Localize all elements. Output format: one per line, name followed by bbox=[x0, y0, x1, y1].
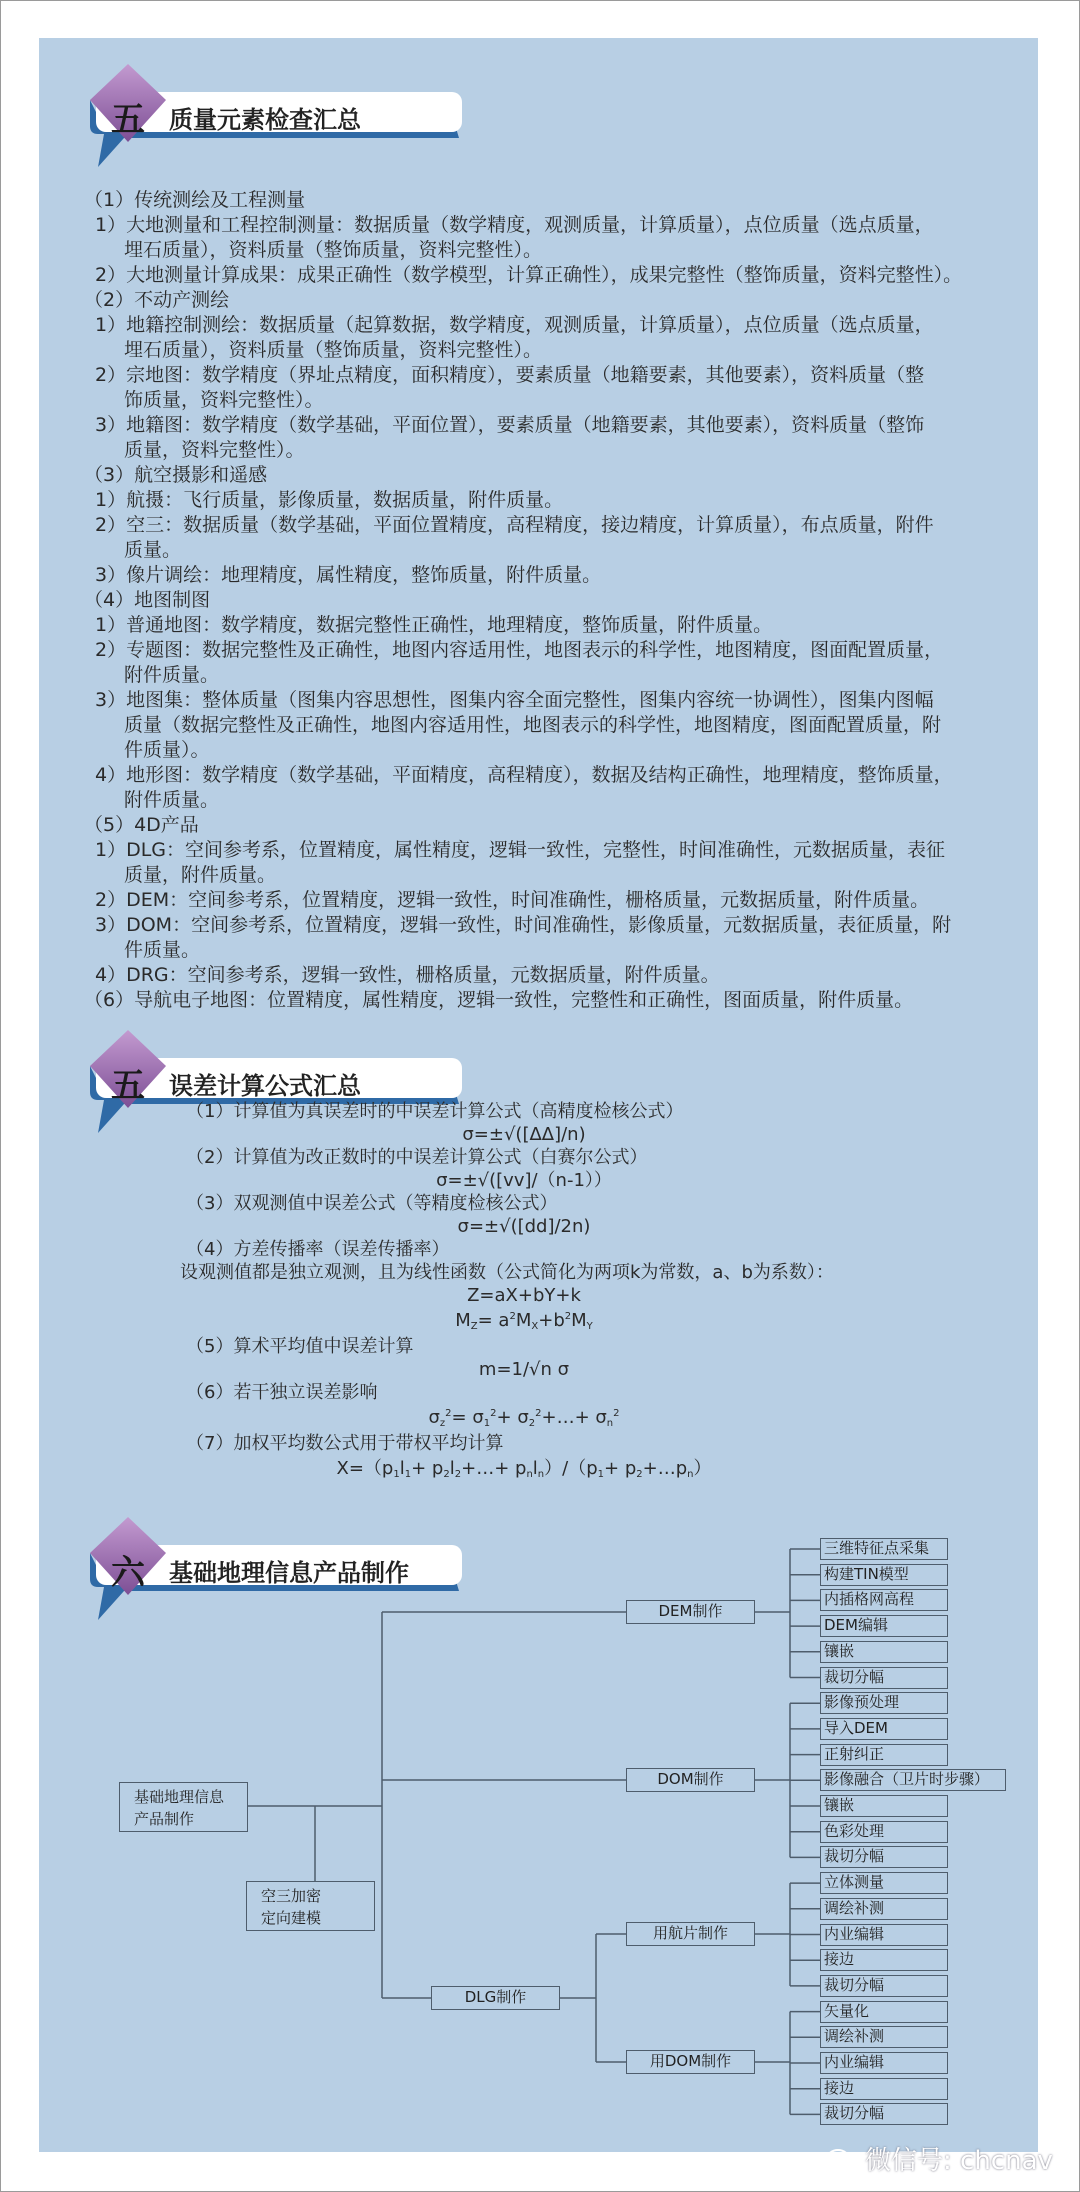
wechat-icon bbox=[825, 2147, 859, 2177]
formula-part: 2 bbox=[564, 1311, 572, 1322]
quality-item-line: 2）大地测量计算成果：成果正确性（数学模型，计算正确性），成果完整性（整饰质量，资料完整性）。 bbox=[95, 264, 963, 286]
node-aerial-triangulation bbox=[246, 1881, 375, 1931]
quality-item-line: 2）DEM：空间参考系，位置精度，逻辑一致性，时间准确性，栅格质量，元数据质量，附件质量。 bbox=[95, 889, 930, 911]
category-heading: （4）地图制图 bbox=[84, 589, 211, 611]
process-step: 内插格网高程 bbox=[820, 1589, 948, 1611]
quality-item-line: 质量，附件质量。 bbox=[124, 864, 277, 886]
formula-part: 2 bbox=[613, 1408, 620, 1419]
formula-part: 1 bbox=[404, 1469, 412, 1480]
formula-part: + p bbox=[411, 1458, 444, 1479]
quality-item-line: 质量（数据完整性及正确性，地图内容适用性，地图表示的科学性，地图精度，图面配置质量，附 bbox=[124, 714, 942, 736]
category-heading: （5）4D产品 bbox=[84, 814, 199, 836]
process-step: 影像预处理 bbox=[820, 1692, 948, 1714]
formula-part: 2 bbox=[490, 1408, 497, 1419]
quality-item-line: 1）航摄：飞行质量，影像质量，数据质量，附件质量。 bbox=[95, 489, 564, 511]
category-heading: （6）导航电子地图：位置精度，属性精度，逻辑一致性，完整性和正确性，图面质量，附件质量。 bbox=[84, 989, 914, 1011]
node-root bbox=[119, 1782, 248, 1832]
formula-part: 2 bbox=[445, 1408, 452, 1419]
node-dom: DOM制作 bbox=[626, 1768, 755, 1792]
node-dlg-aerial: 用航片制作 bbox=[626, 1922, 755, 1946]
formula-part: = a bbox=[477, 1310, 510, 1331]
node-dlg: DLG制作 bbox=[431, 1986, 560, 2010]
process-step: 导入DEM bbox=[820, 1718, 948, 1740]
quality-item-line: 饰质量，资料完整性）。 bbox=[124, 389, 324, 411]
process-step: 调绘补测 bbox=[820, 2026, 948, 2048]
formula-part: 2 bbox=[636, 1469, 643, 1480]
quality-item-line: 4）DRG：空间参考系，逻辑一致性，栅格质量，元数据质量，附件质量。 bbox=[95, 964, 720, 986]
formula-part: 2 bbox=[509, 1311, 516, 1322]
formula-heading: （1）计算值为真误差时的中误差计算公式（高精度检核公式） bbox=[186, 1101, 684, 1122]
quality-item-line: 埋石质量），资料质量（整饰质量，资料完整性）。 bbox=[124, 339, 543, 361]
quality-item-line: 3）DOM：空间参考系，位置精度，逻辑一致性，时间准确性，影像质量，元数据质量，表征质量，附 bbox=[95, 914, 952, 936]
formula-part: l bbox=[449, 1458, 455, 1479]
formula-part: σ bbox=[428, 1407, 440, 1428]
formula-part: 1 bbox=[483, 1418, 491, 1429]
process-step: 接边 bbox=[820, 2078, 948, 2100]
process-step: 影像融合（卫片时步骤） bbox=[820, 1769, 1006, 1791]
formula-part: σ=±√([ΔΔ]/n) bbox=[462, 1124, 586, 1145]
formula-heading: （7）加权平均数公式用于带权平均计算 bbox=[186, 1433, 504, 1454]
process-step: 内业编辑 bbox=[820, 1924, 948, 1946]
section-number: 六 bbox=[111, 1553, 145, 1593]
quality-item-line: 附件质量。 bbox=[124, 789, 220, 811]
formula-part: l bbox=[532, 1458, 538, 1479]
formula-part: σ=±√([vv]/（n-1）） bbox=[436, 1170, 612, 1191]
process-step: 三维特征点采集 bbox=[820, 1538, 948, 1560]
quality-item-line: 3）像片调绘：地理精度，属性精度，整饰质量，附件质量。 bbox=[95, 564, 602, 586]
formula-heading: （5）算术平均值中误差计算 bbox=[186, 1336, 414, 1357]
formula-part: σ=±√([dd]/2n) bbox=[457, 1216, 591, 1237]
formula-part: z bbox=[439, 1418, 446, 1429]
formula-part: +…+ p bbox=[461, 1458, 527, 1479]
formula-part: 2 bbox=[528, 1418, 536, 1429]
node-label: 产品制作 bbox=[134, 1810, 195, 1828]
quality-item-line: 3）地籍图：数学精度（数学基础，平面位置），要素质量（地籍要素，其他要素），资料质量（整饰 bbox=[95, 414, 925, 436]
quality-item-line: 3）地图集：整体质量（图集内容思想性，图集内容全面完整性，图集内容统一协调性），图集内图幅 bbox=[95, 689, 934, 711]
formula-part: m=1/√n σ bbox=[478, 1359, 570, 1380]
formula-part: +…+ σ bbox=[541, 1407, 607, 1428]
quality-item-line: 2）宗地图：数学精度（界址点精度，面积精度），要素质量（地籍要素，其他要素），资料质量（整 bbox=[95, 364, 925, 386]
section-number: 五 bbox=[111, 100, 145, 140]
process-step: 正射纠正 bbox=[820, 1744, 948, 1766]
section-title: 质量元素检查汇总 bbox=[169, 106, 361, 134]
quality-item-line: 1）地籍控制测绘：数据质量（起算数据，数学精度，观测质量，计算质量），点位质量（选点质量， bbox=[95, 314, 934, 336]
formula-heading: （2）计算值为改正数时的中误差计算公式（白赛尔公式） bbox=[186, 1147, 648, 1168]
formula-part: 2 bbox=[454, 1469, 462, 1480]
formula-part: ）/（p bbox=[544, 1458, 598, 1479]
section-title: 基础地理信息产品制作 bbox=[169, 1559, 409, 1587]
quality-item-line: 2）专题图：数据完整性及正确性，地图内容适用性，地图表示的科学性，地图精度，图面配置质量， bbox=[95, 639, 944, 661]
formula-part: n bbox=[526, 1469, 533, 1480]
formula-part: n bbox=[687, 1469, 694, 1480]
formula-part: n bbox=[606, 1418, 614, 1429]
node-dem: DEM制作 bbox=[626, 1600, 755, 1624]
process-step: 立体测量 bbox=[820, 1872, 948, 1894]
formula-part: 1 bbox=[597, 1469, 605, 1480]
formula-part: M bbox=[455, 1310, 471, 1331]
process-step: 内业编辑 bbox=[820, 2052, 948, 2074]
node-label: 定向建模 bbox=[261, 1909, 322, 1927]
process-step: 色彩处理 bbox=[820, 1821, 948, 1843]
process-step: 裁切分幅 bbox=[820, 1975, 948, 1997]
formula-heading: （6）若干独立误差影响 bbox=[186, 1382, 378, 1403]
process-step: 裁切分幅 bbox=[820, 1846, 948, 1868]
category-heading: （2）不动产测绘 bbox=[84, 289, 230, 311]
formula-part: X=（p bbox=[336, 1458, 394, 1479]
quality-item-line: 质量。 bbox=[124, 539, 182, 561]
formula-part: + p bbox=[604, 1458, 637, 1479]
formula-part: = σ bbox=[451, 1407, 484, 1428]
node-label: 空三加密 bbox=[261, 1887, 322, 1905]
quality-item-line: 件质量。 bbox=[124, 939, 201, 961]
formula-part: 1 bbox=[393, 1469, 400, 1480]
category-heading: （1）传统测绘及工程测量 bbox=[84, 189, 306, 211]
formula-part: + σ bbox=[496, 1407, 529, 1428]
quality-item-line: 2）空三：数据质量（数学基础，平面位置精度，高程精度，接边精度，计算质量），布点质量，附件 bbox=[95, 514, 934, 536]
formula-part: Y bbox=[586, 1321, 593, 1332]
formula-part: Z=aX+bY+k bbox=[467, 1285, 581, 1306]
watermark-text: 微信号: chcnav bbox=[865, 2146, 1053, 2176]
node-label: 基础地理信息 bbox=[134, 1788, 225, 1806]
formula-part: n bbox=[537, 1469, 545, 1480]
quality-item-line: 4）地形图：数学精度（数学基础，平面精度，高程精度），数据及结构正确性，地理精度，整饰质量， bbox=[95, 764, 953, 786]
formula-part: Z bbox=[470, 1321, 478, 1332]
formula-part: 2 bbox=[443, 1469, 450, 1480]
quality-item-line: 1）大地测量和工程控制测量：数据质量（数学精度，观测质量，计算质量），点位质量（选点质量， bbox=[95, 214, 934, 236]
formula-part: 2 bbox=[535, 1408, 542, 1419]
quality-item-line: 1）DLG：空间参考系，位置精度，属性精度，逻辑一致性，完整性，时间准确性，元数据质量，表征 bbox=[95, 839, 946, 861]
formula-part: M bbox=[515, 1310, 532, 1331]
formula-part: M bbox=[571, 1310, 587, 1331]
process-step: 裁切分幅 bbox=[820, 1667, 948, 1689]
section-title: 误差计算公式汇总 bbox=[169, 1072, 361, 1100]
formula-heading: （4）方差传播率（误差传播率） bbox=[186, 1239, 450, 1260]
formula-description: 设观测值都是独立观测，且为线性函数（公式简化为两项k为常数，a、b为系数）： bbox=[180, 1262, 834, 1283]
quality-item-line: 埋石质量），资料质量（整饰质量，资料完整性）。 bbox=[124, 239, 543, 261]
formula-part: l bbox=[399, 1458, 405, 1479]
quality-item-line: 质量，资料完整性）。 bbox=[124, 439, 305, 461]
process-step: 镶嵌 bbox=[820, 1641, 948, 1663]
formula-part: ） bbox=[693, 1458, 712, 1479]
process-step: 接边 bbox=[820, 1949, 948, 1971]
process-step: 构建TIN模型 bbox=[820, 1564, 948, 1586]
watermark bbox=[825, 2140, 1053, 2177]
category-heading: （3）航空摄影和遥感 bbox=[84, 464, 268, 486]
process-step: DEM编辑 bbox=[820, 1615, 948, 1637]
formula-part: X bbox=[531, 1321, 539, 1332]
section-number: 五 bbox=[111, 1066, 145, 1106]
formula-heading: （3）双观测值中误差公式（等精度检核公式） bbox=[186, 1193, 558, 1214]
process-step: 矢量化 bbox=[820, 2001, 948, 2023]
process-step: 镶嵌 bbox=[820, 1795, 948, 1817]
quality-item-line: 1）普通地图：数学精度，数据完整性正确性，地理精度，整饰质量，附件质量。 bbox=[95, 614, 773, 636]
process-step: 调绘补测 bbox=[820, 1898, 948, 1920]
node-dlg-dom: 用DOM制作 bbox=[626, 2050, 755, 2074]
formula-part: +b bbox=[538, 1310, 565, 1331]
formula-part: +…p bbox=[642, 1458, 688, 1479]
quality-item-line: 件质量）。 bbox=[124, 739, 210, 761]
process-step: 裁切分幅 bbox=[820, 2103, 948, 2125]
quality-item-line: 附件质量。 bbox=[124, 664, 220, 686]
